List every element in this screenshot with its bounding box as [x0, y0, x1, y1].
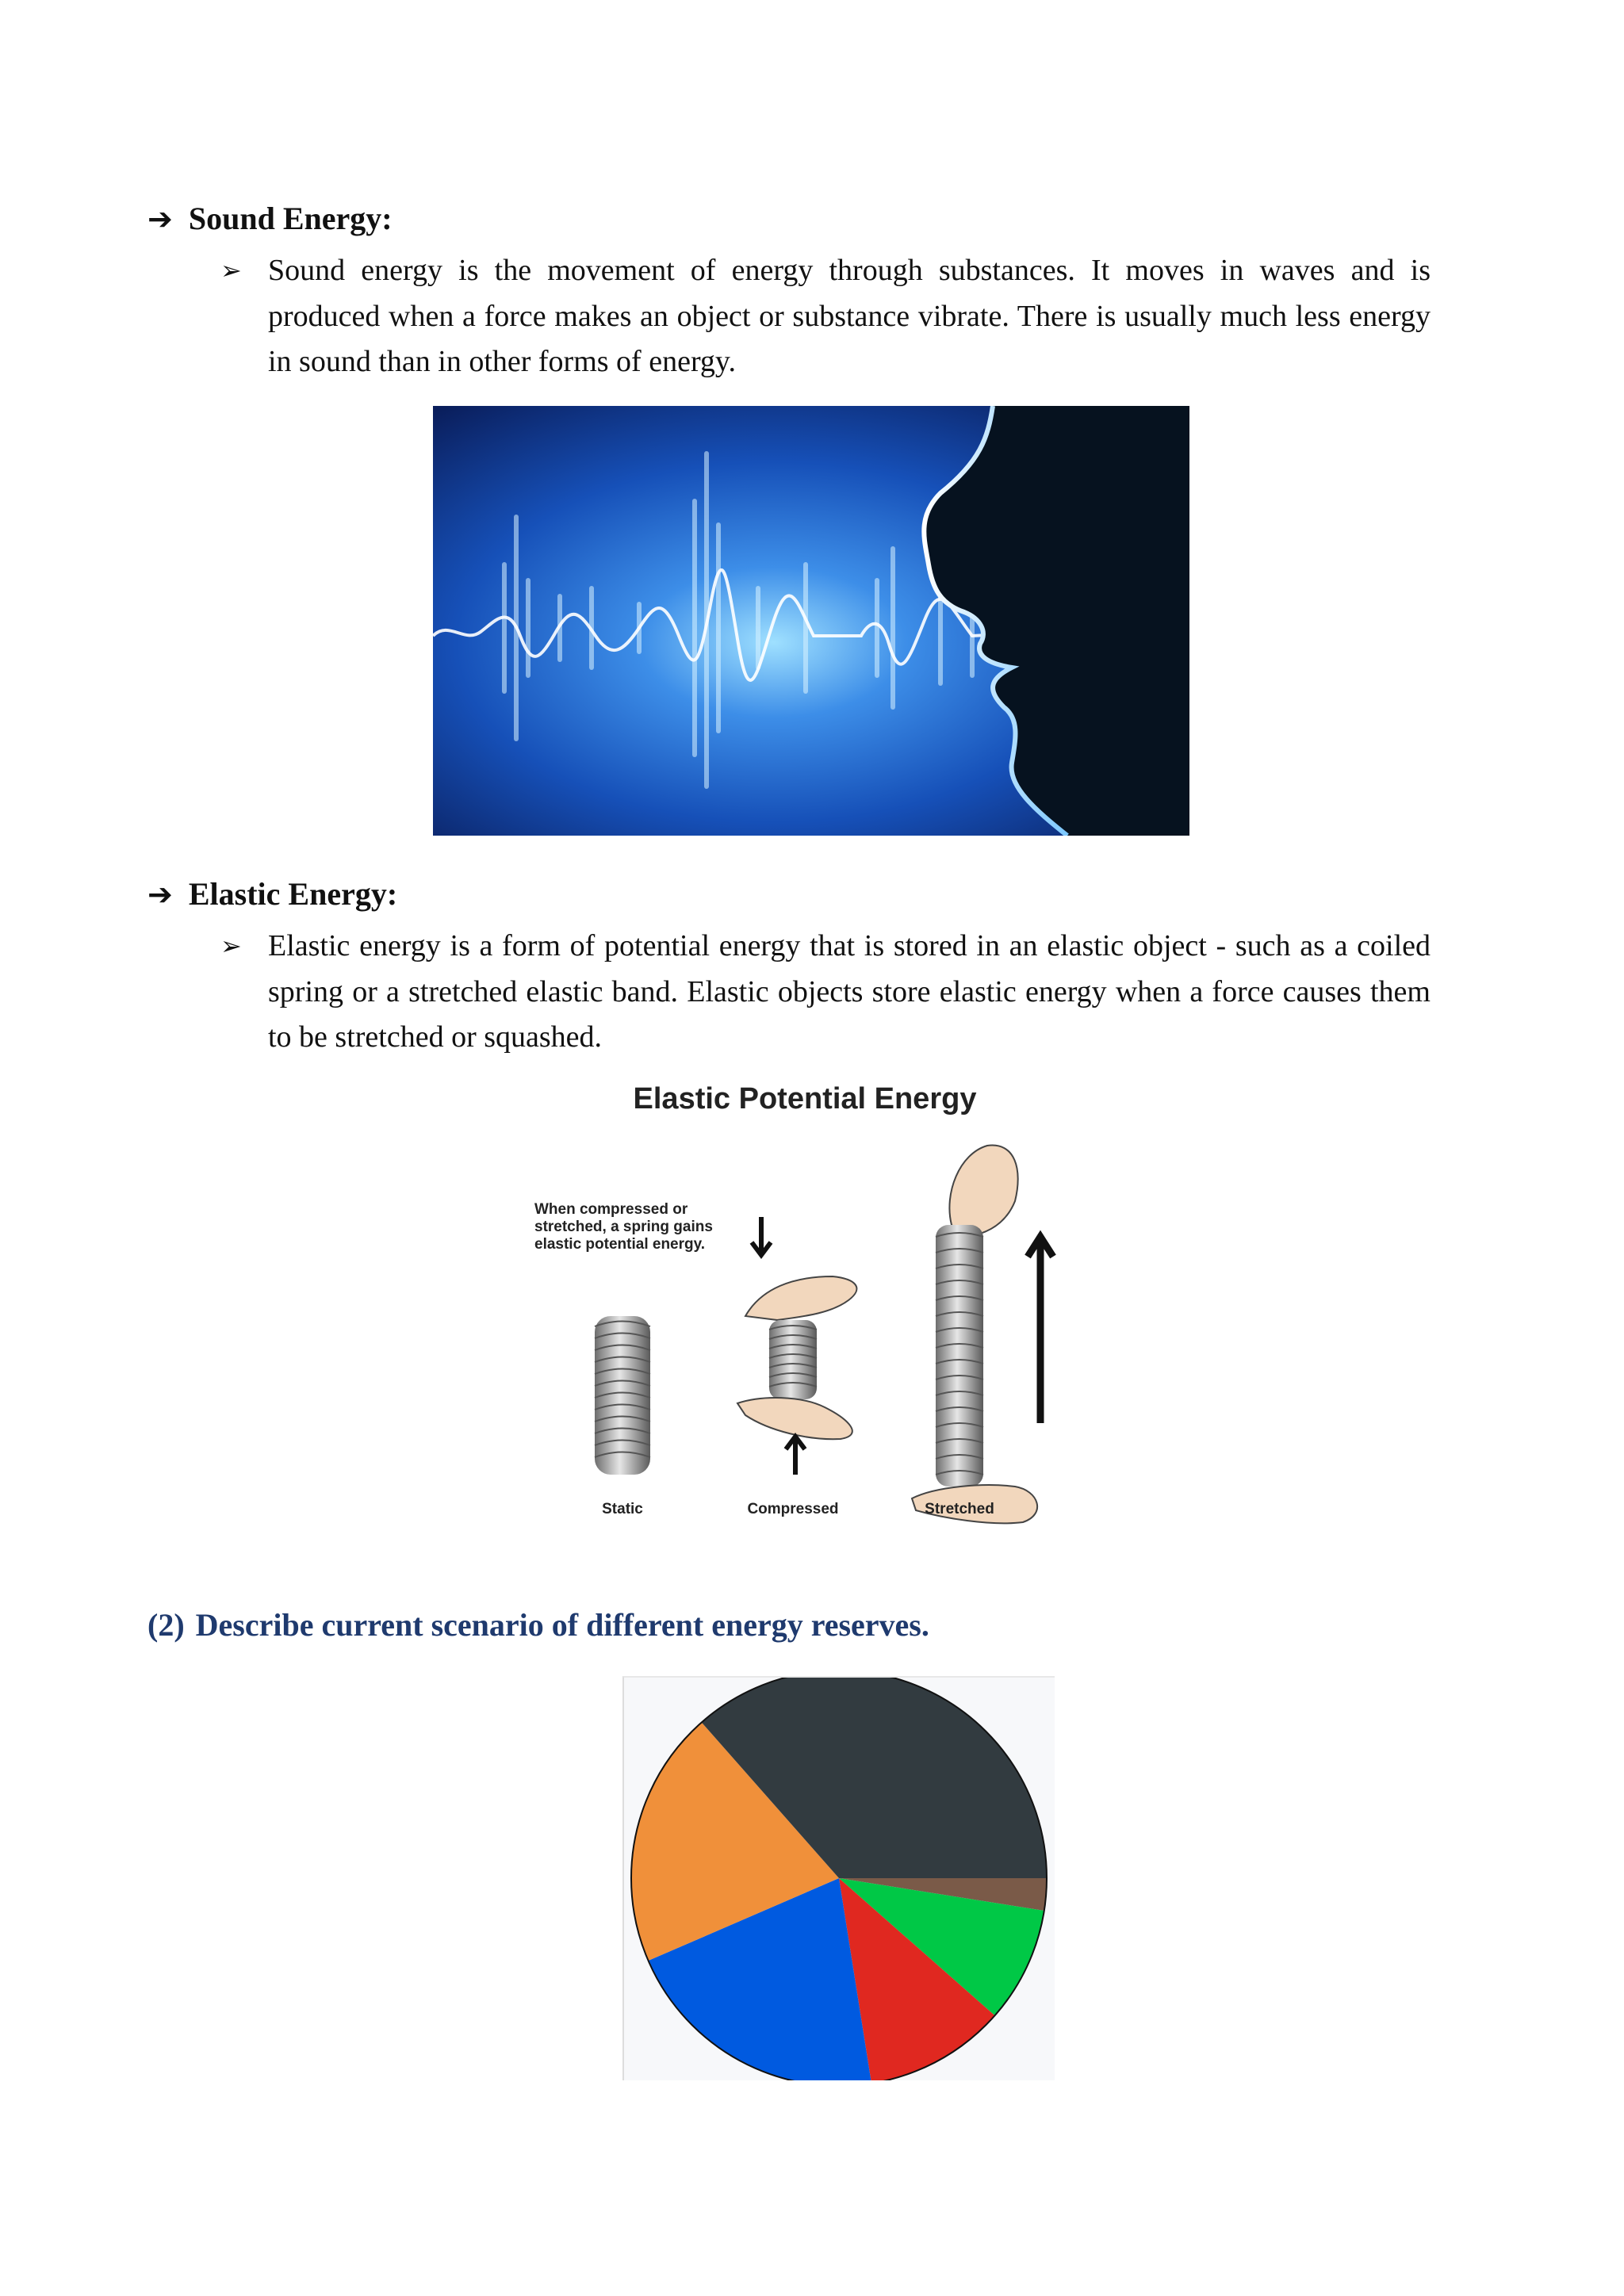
arrow-icon: ➔ — [147, 877, 173, 912]
section-heading-sound — [147, 200, 393, 238]
bullet-sound — [222, 248, 1431, 385]
bullet-arrowhead-icon: ➢ — [220, 255, 242, 285]
figure-note: When compressed or stretched, a spring gains elastic potential energy. — [534, 1201, 713, 1253]
stretched-spring — [912, 1146, 1053, 1524]
elastic-potential-energy-figure — [523, 1074, 1110, 1534]
bullet-arrowhead-icon: ➢ — [220, 931, 242, 961]
compressed-spring — [737, 1217, 856, 1475]
bullet-text: Sound energy is the movement of energy through substances. It moves in waves and is produced when a force makes an object or substance vibrate. There is usually much less energy in sound than in other forms of energy. — [268, 254, 1431, 378]
question-heading — [147, 1606, 929, 1644]
energy-reserves-pie-chart — [622, 1676, 1055, 2080]
label-static: Static — [602, 1501, 643, 1517]
static-spring — [595, 1316, 650, 1475]
heading-text: Sound Energy: — [188, 201, 393, 236]
question-text: Describe current scenario of different energy reserves. — [195, 1607, 929, 1643]
bullet-text: Elastic energy is a form of potential energy that is stored in an elastic object - such as a coiled spring or a stretched elastic band. Elastic objects store elastic energy when a force causes them to be stretched or squashed. — [268, 929, 1431, 1054]
sound-wave-image — [433, 406, 1189, 836]
heading-text: Elastic Energy: — [188, 876, 398, 912]
section-heading-elastic — [147, 875, 397, 913]
question-number: (2) — [147, 1607, 185, 1643]
bullet-elastic — [222, 924, 1431, 1061]
label-compressed: Compressed — [747, 1501, 839, 1517]
pie-chart-svg — [624, 1678, 1055, 2080]
arrow-icon: ➔ — [147, 201, 173, 236]
figure-title: Elastic Potential Energy — [633, 1082, 977, 1115]
label-stretched: Stretched — [925, 1501, 994, 1517]
